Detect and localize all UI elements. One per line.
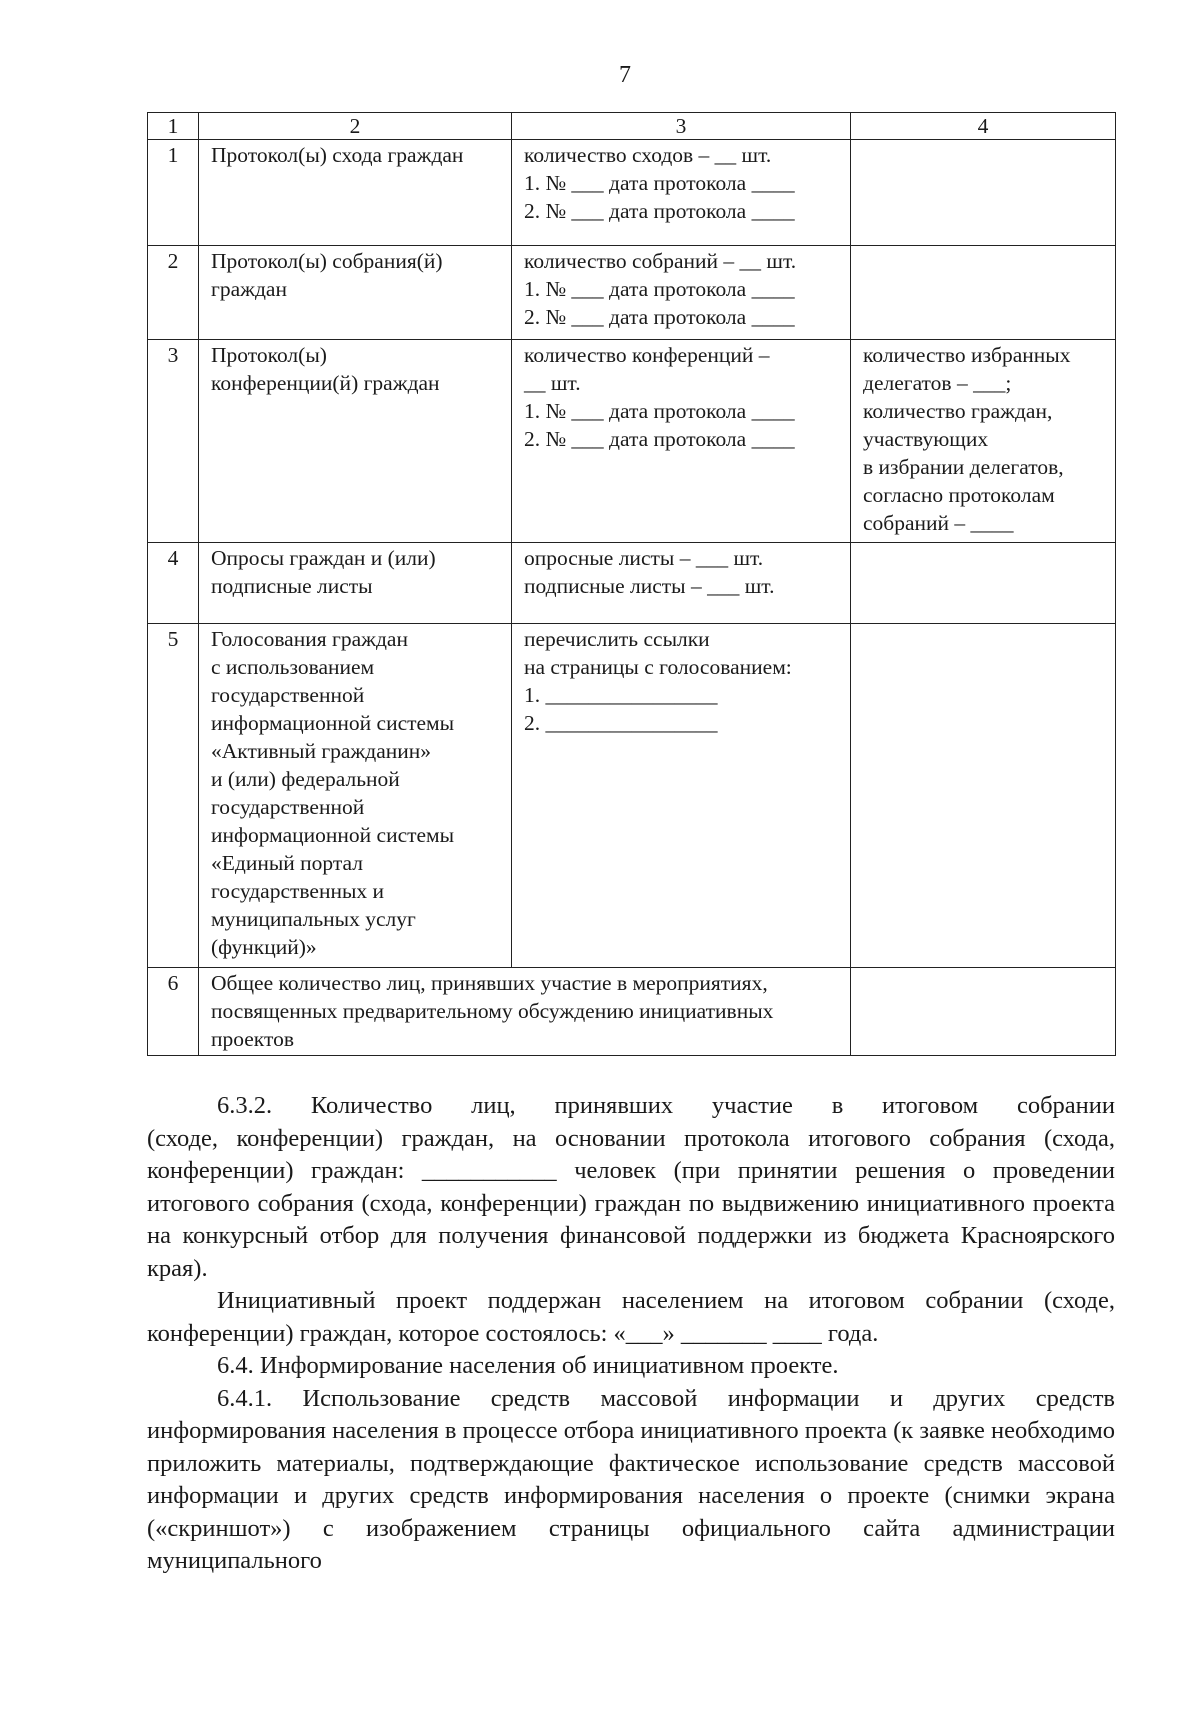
- table-total-row: [148, 968, 1116, 1056]
- paragraph-6-3-2-lead: 6.3.2. Количество лиц, принявших участие в итоговом собрании: [217, 1092, 1115, 1119]
- paragraph-6-4-1: 6.4.1. Использование средств массовой информации и других средств информирования населения в процессе отбора инициативного проекта (к заявке необходимо приложить материалы, подтверждающие фактическое использование средств массовой информации и других средств информирования населения о проекте (снимки экрана («скриншот») с изображением страницы официального сайта администрации муниципального: [147, 1384, 1115, 1574]
- paragraph-support: Инициативный проект поддержан населением на итоговом собрании (сходе, конференции) граждан, которое состоялось: «___» _______ ____ года.: [147, 1287, 1115, 1347]
- row-number: 4: [148, 543, 199, 624]
- table-row: [148, 140, 1116, 246]
- row-details: перечислить ссылки на страницы с голосованием: 1. ________________ 2. ________________: [512, 624, 851, 968]
- row-details: количество конференций – __ шт. 1. № ___ дата протокола ____ 2. № ___ дата протокола ____: [512, 340, 851, 543]
- row-extra: [851, 624, 1116, 968]
- column-header: 4: [851, 113, 1116, 140]
- row-name: Голосования граждан с использованием государственной информационной системы «Активный гражданин» и (или) федеральной государственной информационной системы «Единый портал государственных и муниципальных услуг (функций)»: [199, 624, 512, 968]
- column-header: 2: [199, 113, 512, 140]
- row-name: Опросы граждан и (или) подписные листы: [199, 543, 512, 624]
- table-row: [148, 340, 1116, 543]
- row-extra: [851, 246, 1116, 340]
- page-number: 7: [619, 62, 631, 88]
- row-number: 5: [148, 624, 199, 968]
- row-name: Протокол(ы) собрания(й) граждан: [199, 246, 512, 340]
- paragraph-6-4: 6.4. Информирование населения об инициативном проекте.: [217, 1352, 839, 1379]
- row-details: опросные листы – ___ шт. подписные листы – ___ шт.: [512, 543, 851, 624]
- row-number: 2: [148, 246, 199, 340]
- row-extra: [851, 140, 1116, 246]
- total-participants-label: Общее количество лиц, принявших участие в мероприятиях, посвященных предварительному обсуждению инициативных проектов: [199, 968, 851, 1056]
- column-header: 1: [148, 113, 199, 140]
- row-name: Протокол(ы) схода граждан: [199, 140, 512, 246]
- row-details: количество собраний – __ шт. 1. № ___ дата протокола ____ 2. № ___ дата протокола ____: [512, 246, 851, 340]
- row-name: Протокол(ы) конференции(й) граждан: [199, 340, 512, 543]
- column-header: 3: [512, 113, 851, 140]
- project-support-table: [147, 112, 1116, 1056]
- paragraph-6-3-2: (сходе, конференции) граждан, на основании протокола итогового собрания (схода, конференции) граждан: ___________ человек (при принятии решения о проведении итогового собрания (схода, конференции) граждан по выдвижению инициативного проекта на конкурсный отбор для получения финансовой поддержки из бюджета Красноярского края).: [147, 1124, 1115, 1282]
- row-number: 3: [148, 340, 199, 543]
- row-details: количество сходов – __ шт. 1. № ___ дата протокола ____ 2. № ___ дата протокола ____: [512, 140, 851, 246]
- table-row: [148, 543, 1116, 624]
- table-row: [148, 246, 1116, 340]
- row-extra: количество избранных делегатов – ___; количество граждан, участвующих в избрании делегатов, согласно протоколам собраний – ____: [851, 340, 1116, 543]
- row-extra: [851, 543, 1116, 624]
- row-extra: [851, 968, 1116, 1056]
- table-row: [148, 624, 1116, 968]
- row-number: 6: [148, 968, 199, 1056]
- table-header-row: [148, 113, 1116, 140]
- row-number: 1: [148, 140, 199, 246]
- document-body: [147, 1090, 1115, 1578]
